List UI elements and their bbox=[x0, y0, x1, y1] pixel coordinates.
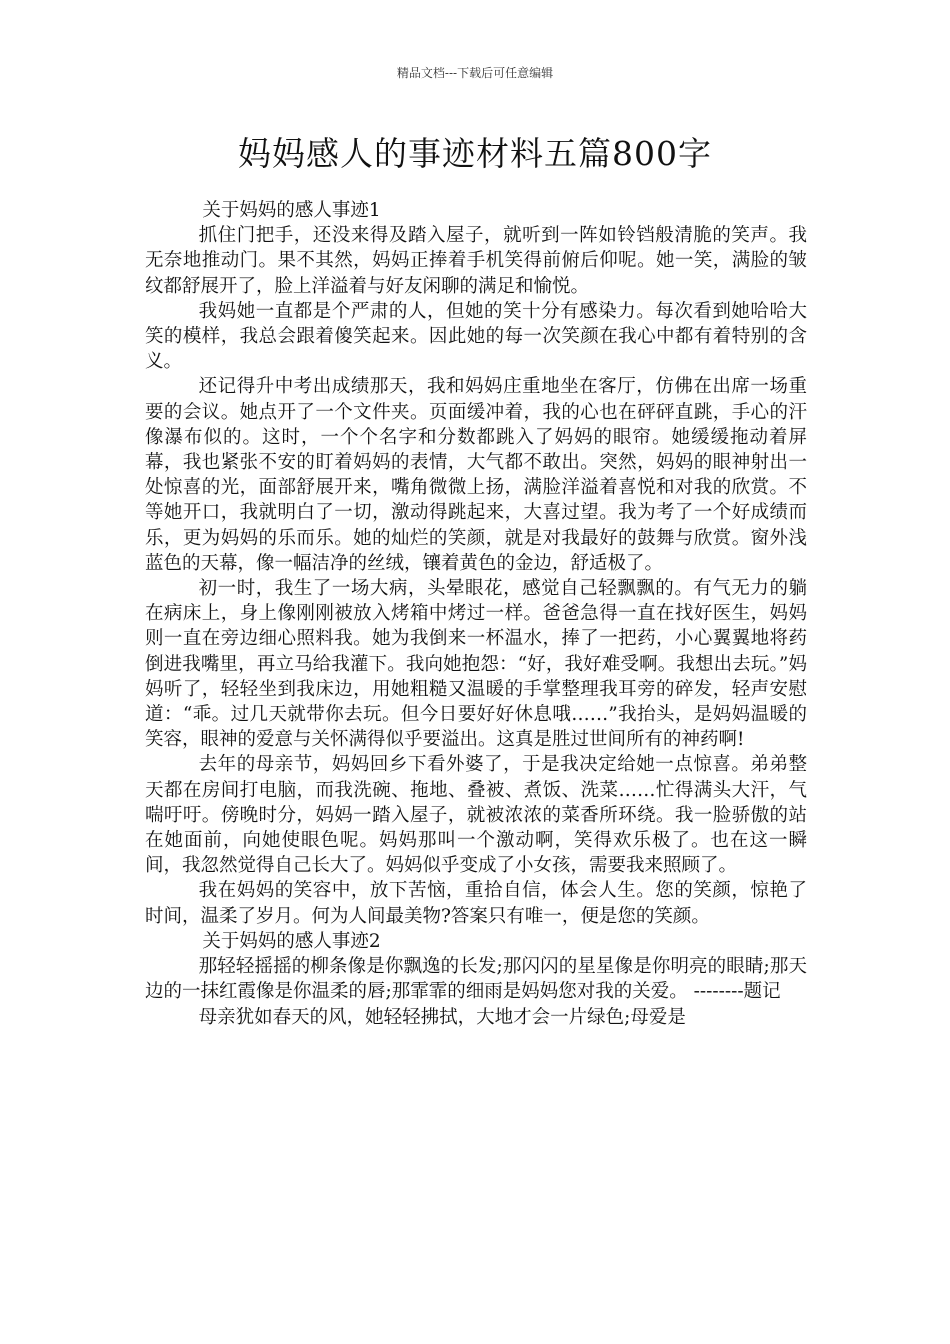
page-header: 精品文档---下载后可任意编辑 bbox=[396, 66, 554, 80]
paragraph: 还记得升中考出成绩那天，我和妈妈庄重地坐在客厅，仿佛在出席一场重要的会议。她点开了一个文件夹。页面缓冲着，我的心也在砰砰直跳，手心的汗像瀑布似的。这时，一个个名字和分数都跳入了妈妈的眼帘。她缓缓拖动着屏幕，我也紧张不安的盯着妈妈的表情，大气都不敢出。突然，妈妈的眼神射出一处惊喜的光，面部舒展开来，嘴角微微上扬，满脸洋溢着喜悦和对我的欣赏。不等她开口，我就明白了一切，激动得跳起来，大喜过望。我为考了一个好成绩而乐，更为妈妈的乐而乐。她的灿烂的笑颜，就是对我最好的鼓舞与欣赏。窗外浅蓝色的天幕，像一幅洁净的丝绒，镶着黄色的金边，舒适极了。 bbox=[145, 376, 807, 574]
section-heading-1: 关于妈妈的感人事迹1 bbox=[202, 200, 381, 221]
document-title: 妈妈感人的事迹材料五篇800字 bbox=[238, 134, 712, 173]
paragraph: 去年的母亲节，妈妈回乡下看外婆了，于是我决定给她一点惊喜。弟弟整天都在房间打电脑，而我洗碗、拖地、叠被、煮饭、洗菜……忙得满头大汗，气喘吁吁。傍晚时分，妈妈一踏入屋子，就被浓浓的菜香所环绕。我一脸骄傲的站在她面前，向她使眼色呢。妈妈那叫一个激动啊，笑得欢乐极了。也在这一瞬间，我忽然觉得自己长大了。妈妈似乎变成了小女孩，需要我来照顾了。 bbox=[145, 754, 807, 877]
document-body bbox=[145, 198, 807, 1030]
paragraph: 初一时，我生了一场大病，头晕眼花，感觉自己轻飘飘的。有气无力的躺在病床上，身上像刚刚被放入烤箱中烤过一样。爸爸急得一直在找好医生，妈妈则一直在旁边细心照料我。她为我倒来一杯温水，捧了一把药，小心翼翼地将药倒进我嘴里，再立马给我灌下。我向她抱怨：“好，我好难受啊。我想出去玩。”妈妈听了，轻轻坐到我床边，用她粗糙又温暖的手掌整理我耳旁的碎发，轻声安慰道：“乖。过几天就带你去玩。但今日要好好休息哦……”我抬头，是妈妈温暖的笑容，眼神的爱意与关怀满得似乎要溢出。这真是胜过世间所有的神药啊! bbox=[145, 578, 807, 751]
paragraph: 那轻轻摇摇的柳条像是你飘逸的长发;那闪闪的星星像是你明亮的眼睛;那天边的一抹红霞像是你温柔的唇;那霏霏的细雨是妈妈您对我的关爱。 --------题记 bbox=[145, 956, 807, 1003]
section-heading-2: 关于妈妈的感人事迹2 bbox=[202, 930, 381, 952]
paragraph: 我妈她一直都是个严肃的人，但她的笑十分有感染力。每次看到她哈哈大笑的模样，我总会跟着傻笑起来。因此她的每一次笑颜在我心中都有着特别的含义。 bbox=[145, 300, 807, 373]
paragraph: 我在妈妈的笑容中，放下苦恼，重拾自信，体会人生。您的笑颜，惊艳了时间，温柔了岁月。何为人间最美物?答案只有唯一，便是您的笑颜。 bbox=[145, 880, 807, 927]
paragraph: 母亲犹如春天的风，她轻轻拂拭，大地才会一片绿色;母爱是 bbox=[198, 1006, 686, 1028]
paragraph: 抓住门把手，还没来得及踏入屋子，就听到一阵如铃铛般清脆的笑声。我无奈地推动门。果不其然，妈妈正捧着手机笑得前俯后仰呢。她一笑，满脸的皱纹都舒展开了，脸上洋溢着与好友闲聊的满足和愉悦。 bbox=[145, 225, 807, 297]
